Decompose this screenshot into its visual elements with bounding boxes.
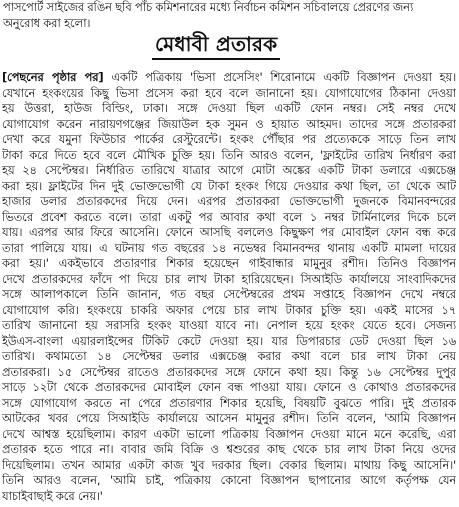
article-line: তিনি আরও বলেন, 'আমি চাই, পত্রিকায় কোনো বিজ্ঞাপন ছাপানোর আগে কর্তৃপক্ষ যেন [2,473,456,487]
article-line: সঙ্গে আলাপকালে তিনি জানান, গত বছর সেপ্টেম্বরের প্রথম সপ্তাহে বিজ্ঞাপন দেখে নম্বরে [2,287,456,301]
article-line: প্রতারকরা। ১৫ সেপ্টেম্বর রাতেও প্রতারকদের সঙ্গে ফোনে কথা হয়। কিন্তু ১৬ সেপ্টেম্বর দুপুর [2,364,456,379]
article-line: যেখানে হংকংয়ের কিছু ভিসা প্রসেস করা হবে বলে জানানো হয়। যোগাযোগের ঠিকানা দেওয়া [2,85,456,100]
article-line: দিয়েছিলাম। তখন আমার একটা কাজ খুব দরকার ছিল। বেকার ছিলাম। মাথায় কিছু আসেনি।' [2,457,456,472]
article-line: যায়। এরপর আর ফিরে আসেনি। ফোনে আসছি বললেও কিছুক্ষণ পর মোবাইল ফোন বন্ধ করে [2,225,456,239]
article-line: দেখে প্রতারকদের ফাঁদে পা দিয়ে চার লাখ টাকা হারিয়েছেন। সিআইডি কার্যালয়ে সাংবাদিকদের [2,271,456,286]
article-line: হয় ২৪ সেপ্টেম্বর। নির্ধারিত তারিখে যাত্রার আগে মোটা অঙ্কের একটি টাকা ডলারে এক্সচেঞ্জ [2,163,456,177]
article-line-text: একটি পত্রিকায় 'ভিসা প্রসেসিং' শিরোনামে একটি বিজ্ঞাপন দেওয়া হয়। [103,70,456,84]
article-line: হয় উত্তরা, হাউজ বিল্ডিং, ঢাকা। সঙ্গে দেওয়া ছিল একটি ফোন নম্বর। সেই নম্বর দেখে [2,101,456,115]
article-line: তারিখ জানানো হয় সরাসরি হংকং যাওয়া যাবে না। নেপাল হয়ে হংকং যেতে হবে। সেজন্য [2,318,456,332]
article-line: দেখা করে যমুনা ফিউচার পার্কের রেস্টুরেন্টে। হংকং পৌঁছার পর প্রত্যেককে সাড়ে তিন লাখ [2,132,456,146]
article-line: দেখে আশ্বস্ত হয়েছিলাম। কারণ একটা ভালো পত্রিকায় বিজ্ঞাপন দেওয়া মানে মনে করেছি, এরা [2,426,456,441]
continuation-lead: [পেছনের পৃষ্ঠার পর] [2,70,104,84]
previous-article-fragment [3,0,455,31]
article-body [2,70,456,507]
article-line: ভিতরে প্রবেশ করতে বলে। তারা একটু পর আবার কথা বলে ১ নম্বর টার্মিনালের দিকে চলে [2,209,456,224]
article-line: হাজার ডলার প্রতারকদের দিয়ে দেন। এরপর প্রতারকরা ভোক্তভোগী দুজনকে বিমানবন্দরের [2,194,456,208]
article-line: ইউএস-বাংলা এয়ারলাইন্সের টিকিট কেটে দেওয়া হয়। যার ডিপারচার ডেট দেওয়া ছিল ১৬ [2,333,456,348]
article-line: করা হয়। ফ্লাইটের দিন দুই ভোক্তভোগী যে টাকা হংকং গিয়ে দেওয়ার কথা ছিল, তা থেকে আট [2,178,456,193]
fragment-line: অনুরোধ করা হলো। [3,15,91,30]
article-line: যোগাযোগ করি। হংকংয়ে চাকরি অফার পেয়ে চার লাখ টাকার চুক্তি হয়। একই মাসের ১৭ [2,302,456,317]
article-line: সঙ্গে যোগাযোগ করতে না পেরে প্রতারণার শিকার হয়েছি, বিষয়টি বুঝতে পারি। দুই প্রতারক [2,395,456,410]
article-line [2,70,456,86]
article-line: সাড়ে ১২টা থেকে প্রতারকদের মোবাইল ফোন বন্ধ পাওয়া যায়। ফোনে ও কোথাও প্রতারকদের [2,380,456,394]
article-line: আটকের খবর পেয়ে সিআইডি কার্যালয়ে আসেন মামুনুর রশীদ। তিনি বলেন, 'আমি বিজ্ঞাপন [2,411,456,425]
article-line: টাকা করে দিতে হবে বলে মৌখিক চুক্তি হয়। তিনি আরও বলেন, 'ফ্লাইটের তারিখ নির্ধারণ করা [2,147,456,162]
article-line: যোগাযোগ করেন নারায়ণগঞ্জের জিয়াউল হক সুমন ও হায়াত আহমদ। তাদের সঙ্গে প্রতারকরা [2,116,456,131]
article-headline: মেধাবী প্রতারক [152,30,280,60]
fragment-line: পাসপোর্ট সাইজের রঙিন ছবি পাঁচ কমিশনারের মধ্যে নির্বাচন কমিশন সচিবালয়ে প্রেরণের জন্য [3,0,414,14]
article-line: তারা পালিয়ে যায়। এ ঘটনায় গত বছরের ১৪ নভেম্বর বিমানবন্দর থানায় একটি মামলা দায়ের [2,240,456,255]
headline-row [0,30,459,64]
article-line: প্রতারক হতে পারে না। বাবার জমি বিক্রি ও শ্বশুরের কাছ থেকে চার লাখ টাকা নিয়ে ওদের [2,442,456,456]
article-line: করা হয়।' একইভাবে প্রতারণার শিকার হয়েছেন গাইবান্ধার মামুনুর রশীদ। তিনিও বিজ্ঞাপন [2,256,456,270]
article-line: তারিখ। কথামতো ১৪ সেপ্টেম্বর ডলার এক্সচেঞ্জ করার কথা বলে চার লাখ টাকা নেয় [2,349,456,363]
article-line: যাচাইবাছাই করে নেয়।' [2,488,103,503]
